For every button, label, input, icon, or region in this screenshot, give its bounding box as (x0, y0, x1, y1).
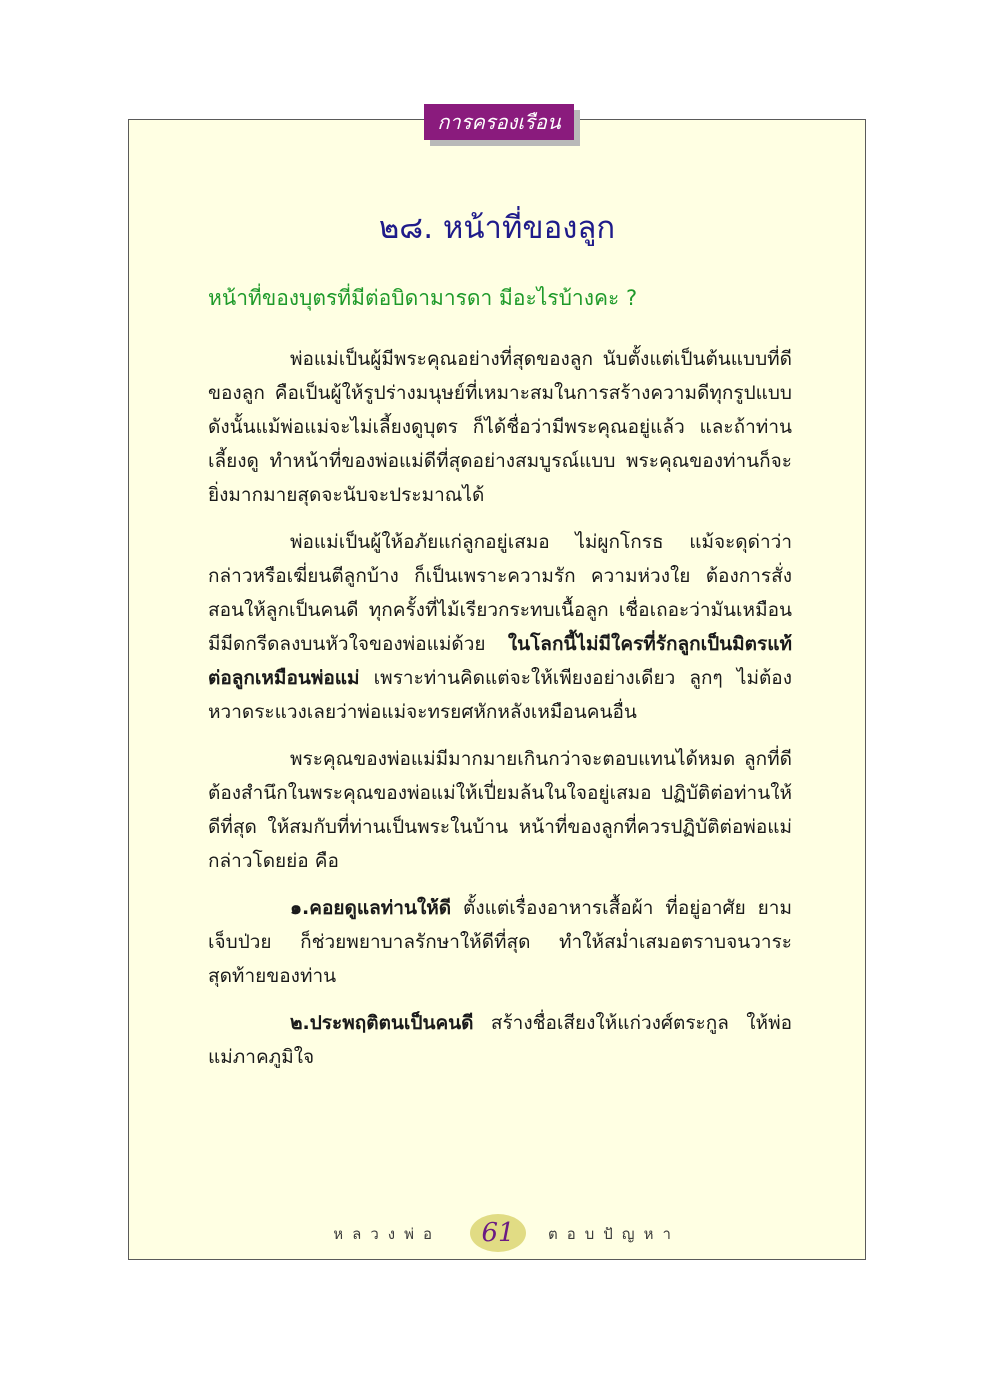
body-text (208, 342, 792, 1087)
paragraph-2-text-after: เพราะท่านคิดแต่จะให้เพียงอย่างเดียว ลูกๆ ไม่ต้องหวาดระแวงเลยว่าพ่อแม่จะทรยศหักหลังเหมือนคนอื่น (208, 667, 792, 723)
paragraph-1 (208, 342, 792, 512)
paragraph-3-text: พระคุณของพ่อแม่มีมากมายเกินกว่าจะตอบแทนได้หมด ลูกที่ดีต้องสำนึกในพระคุณของพ่อแม่ให้เปี่ยมล้นในใจอยู่เสมอ ปฏิบัติต่อท่านให้ดีที่สุด ให้สมกับที่ท่านเป็นพระในบ้าน หน้าที่ของลูกที่ควรปฏิบัติต่อพ่อแม่ กล่าวโดยย่อ คือ (208, 748, 792, 872)
duty-item-1-text: ตั้งแต่เรื่องอาหารเสื้อผ้า ที่อยู่อาศัย ยามเจ็บป่วย ก็ช่วยพยาบาลรักษาให้ดีที่สุด ทำให้สม่ำเสมอตราบจนวาระสุดท้ายของท่าน (208, 897, 792, 987)
paragraph-2 (208, 525, 792, 729)
duty-item-2 (208, 1006, 792, 1074)
paragraph-1-text: พ่อแม่เป็นผู้มีพระคุณอย่างที่สุดของลูก นับตั้งแต่เป็นต้นแบบที่ดีของลูก คือเป็นผู้ให้รูปร่างมนุษย์ที่เหมาะสมในการสร้างความดีทุกรูปแบบ ดังนั้นแม้พ่อแม่จะไม่เลี้ยงดูบุตร ก็ได้ชื่อว่ามีพระคุณอยู่แล้ว และถ้าท่านเลี้ยงดู ทำหน้าที่ของพ่อแม่ดีที่สุดอย่างสมบูรณ์แบบ พระคุณของท่านก็จะยิ่งมากมายสุดจะนับจะประมาณได้ (208, 348, 792, 506)
page-number-badge: 61 (470, 1214, 526, 1252)
page-footer (128, 1212, 866, 1256)
paragraph-2-text-before: พ่อแม่เป็นผู้ให้อภัยแก่ลูกอยู่เสมอ ไม่ผูกโกรธ แม้จะดุด่าว่ากล่าวหรือเฆี่ยนตีลูกบ้าง ก็เป็นเพราะความรัก ความห่วงใย ต้องการสั่งสอนให้ลูกเป็นคนดี ทุกครั้งที่ไม้เรียวกระทบเนื้อลูก เชื่อเถอะว่ามันเหมือนมีมีดกรีดลงบนหัวใจของพ่อแม่ด้วย (208, 531, 792, 655)
footer-right-text: ตอบปัญหา (548, 1225, 680, 1243)
footer-left-text: หลวงพ่อ (333, 1225, 441, 1243)
duty-item-2-text: สร้างชื่อเสียงให้แก่วงศ์ตระกูล ให้พ่อแม่ภาคภูมิใจ (208, 1012, 792, 1068)
section-tab: การครองเรือน (424, 104, 574, 140)
page-title: ๒๘. หน้าที่ของลูก (378, 210, 616, 246)
duty-item-1 (208, 891, 792, 993)
duty-item-2-heading: ๒.ประพฤติตนเป็นคนดี (290, 1012, 474, 1034)
paragraph-3 (208, 742, 792, 878)
duty-item-1-heading: ๑.คอยดูแลท่านให้ดี (290, 897, 452, 919)
question-heading: หน้าที่ของบุตรที่มีต่อบิดามารดา มีอะไรบ้างคะ ? (208, 286, 638, 310)
paragraph-2-bold: ในโลกนี้ไม่มีใครที่รักลูกเป็นมิตรแท้ต่อลูกเหมือนพ่อแม่ (208, 633, 792, 689)
